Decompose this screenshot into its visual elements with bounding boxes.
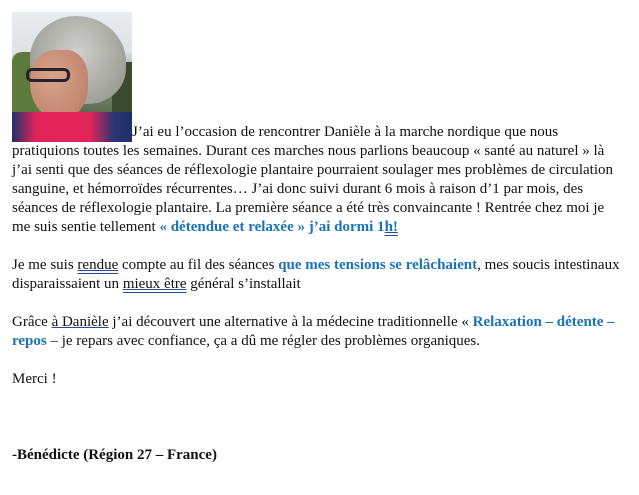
paragraph2-text-a: Je me suis bbox=[12, 257, 78, 273]
paragraph-spacer bbox=[12, 389, 622, 408]
paragraph3-text-b: j’ai découvert une alternative à la médecine traditionnelle « bbox=[108, 314, 473, 330]
paragraph1-text: J’ai eu l’occasion de rencontrer Danièle à la marche nordique que nous pratiquions toutes les semaines. Durant ces marches nous parlions beaucoup « santé au naturel » là j’ai senti que des séances de réflexologie plantaire pourraient soulager mes problèmes de circulation sanguine, et hémorroïdes récurrentes… J’ai donc suivi durant 6 mois à raison d’1 par mois, des séances de réflexologie plantaire. La première séance a été très convaincante ! Rentrée chez moi je me suis sentie tellement bbox=[12, 124, 614, 235]
paragraph-spacer bbox=[12, 294, 622, 313]
paragraph-spacer bbox=[12, 237, 622, 256]
photo-shirt bbox=[12, 112, 132, 142]
paragraph-tensions bbox=[12, 256, 622, 294]
spellcheck-underline-rendue: rendue bbox=[77, 257, 119, 273]
paragraph2-text-c: , mes soucis intestinaux disparaissaient un bbox=[12, 257, 620, 292]
paragraph2-highlight: que mes tensions se relâchaient bbox=[278, 257, 478, 273]
paragraph2-text-b: compte au fil des séances bbox=[118, 257, 279, 273]
paragraph-spacer bbox=[12, 408, 622, 427]
paragraph3-highlight: Relaxation – détente – repos bbox=[12, 314, 615, 349]
paragraph2-text-d: général s’installait bbox=[186, 276, 301, 292]
photo-glasses bbox=[26, 68, 70, 82]
paragraph3-text-a: Grâce bbox=[12, 314, 52, 330]
closing-thanks: Merci ! bbox=[12, 371, 57, 387]
spellcheck-underline-mieux-etre: mieux être bbox=[122, 276, 187, 292]
photo-face bbox=[30, 50, 88, 120]
paragraph1-highlight: « détendue et relaxée » j’ai dormi 1 bbox=[159, 219, 385, 235]
paragraph1-highlight-underlined: h! bbox=[384, 219, 398, 235]
signature: -Bénédicte (Région 27 – France) bbox=[12, 447, 217, 463]
testimonial-document bbox=[12, 12, 622, 465]
paragraph-spacer bbox=[12, 427, 622, 446]
paragraph-spacer bbox=[12, 351, 622, 370]
spellcheck-underline-a-daniele: à Danièle bbox=[51, 314, 109, 330]
paragraph-intro bbox=[12, 12, 622, 237]
portrait-photo bbox=[12, 12, 132, 142]
paragraph3-text-c: – je repars avec confiance, ça a dû me régler des problèmes organiques. bbox=[46, 333, 481, 349]
paragraph-discovery bbox=[12, 313, 622, 351]
